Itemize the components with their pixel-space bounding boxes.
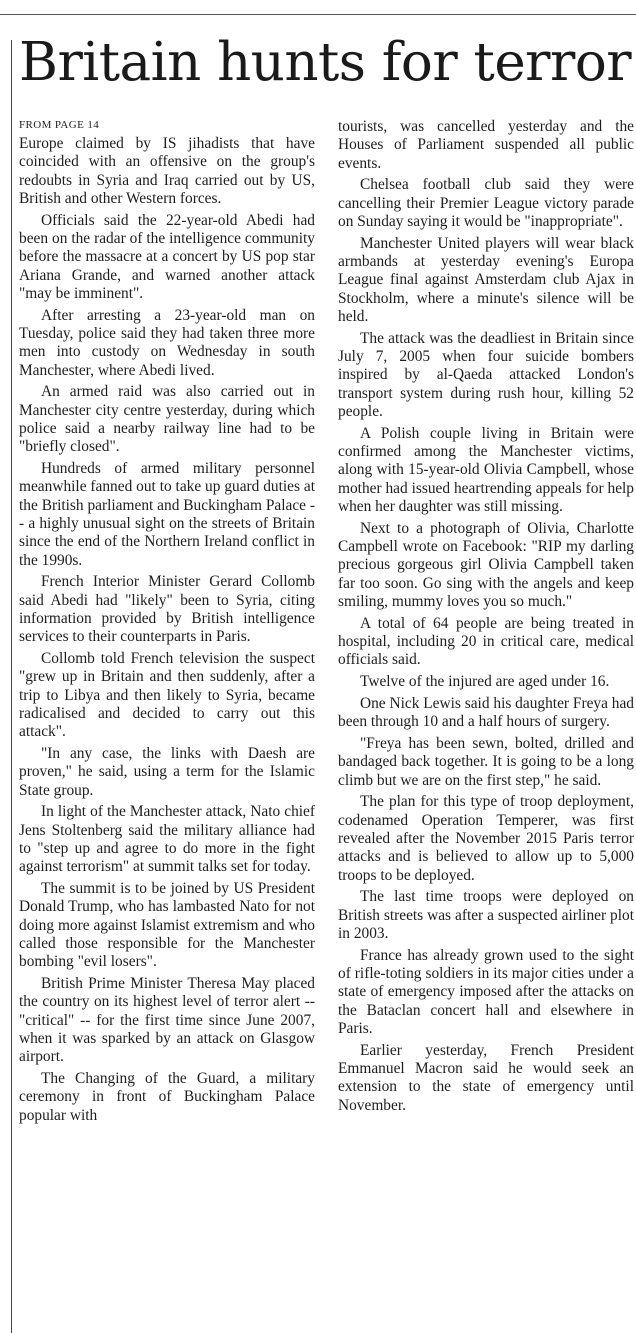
- paragraph: The Changing of the Guard, a military ceremony in front of Buckingham Palace popular with: [19, 1070, 315, 1124]
- paragraph: British Prime Minister Theresa May placed the country on its highest level of terror alert -- "critical" -- for the first time since June 2007, when it was sparked by an attack on Glasgow airport.: [19, 975, 315, 1066]
- paragraph: Collomb told French television the suspect "grew up in Britain and then suddenly, after a trip to Libya and then likely to Syria, became radicalised and decided to carry out this attack".: [19, 650, 315, 741]
- paragraph: Manchester United players will wear black armbands at yesterday evening's Europa League final against Amsterdam club Ajax in Stockholm, where a minute's silence will be held.: [338, 234, 634, 325]
- paragraph: Twelve of the injured are aged under 16.: [360, 673, 610, 691]
- top-rule: [0, 14, 636, 15]
- paragraph: The attack was the deadliest in Britain since July 7, 2005 when four suicide bombers inspired by al-Qaeda attacked London's transport system during rush hour, killing 52 people.: [338, 329, 634, 420]
- paragraph: Hundreds of armed military personnel meanwhile fanned out to take up guard duties at the British parliament and Buckingham Palace -- a highly unusual sight on the streets of Britain since the end of the Northern Ireland conflict in the 1990s.: [19, 460, 315, 569]
- paragraph: Europe claimed by IS jihadists that have coincided with an offensive on the group's redoubts in Syria and Iraq carried out by US, British and other Western forces.: [19, 135, 315, 207]
- paragraph: A Polish couple living in Britain were confirmed among the Manchester victims, along with 15-year-old Olivia Campbell, whose mother had issued heartrending appeals for help when her daughter was still missing.: [338, 424, 634, 515]
- paragraph: French Interior Minister Gerard Collomb said Abedi had "likely" been to Syria, citing information provided by British intelligence services to their counterparts in Paris.: [19, 573, 315, 646]
- paragraph: The plan for this type of troop deployment, codenamed Operation Temperer, was first revealed after the November 2015 Paris terror attacks and is believed to allow up to 5,000 troops to be deployed.: [338, 793, 634, 884]
- paragraph: "In any case, the links with Daesh are proven," he said, using a term for the Islamic State group.: [19, 745, 315, 799]
- paragraph: France has already grown used to the sight of rifle-toting soldiers in its major cities under a state of emergency imposed after the attacks on the Bataclan concert hall and elsewhere in Paris.: [338, 946, 634, 1037]
- paragraph: The summit is to be joined by US President Donald Trump, who has lambasted Nato for not doing more against Islamist extremism and who called those responsible for the Manchester bombing "evil losers".: [19, 880, 315, 971]
- paragraph: A total of 64 people are being treated in hospital, including 20 in critical care, medical officials said.: [338, 614, 634, 669]
- column-rule: [11, 40, 12, 1333]
- paragraph: tourists, was cancelled yesterday and the Houses of Parliament suspended all public events.: [338, 118, 634, 172]
- paragraph: Chelsea football club said they were cancelling their Premier League victory parade on Sunday saying it would be "inappropriate".: [338, 176, 634, 230]
- paragraph: An armed raid was also carried out in Manchester city centre yesterday, during which police said a nearby railway line had to be "briefly closed".: [19, 383, 315, 456]
- paragraph: Next to a photograph of Olivia, Charlotte Campbell wrote on Facebook: "RIP my darling precious gorgeous girl Olivia Campbell taken far too soon. Go sing with the angels and keep smiling, mummy loves you so much.": [338, 519, 634, 610]
- paragraph: "Freya has been sewn, bolted, drilled and bandaged back together. It is going to be a long climb but we are on the first step," he said.: [338, 735, 634, 789]
- paragraph: In light of the Manchester attack, Nato chief Jens Stoltenberg said the military alliance had to "step up and agree to do more in the fight against terrorism" at summit talks set for today.: [19, 803, 315, 876]
- paragraph: Earlier yesterday, French President Emmanuel Macron said he would seek an extension to the state of emergency until November.: [338, 1041, 634, 1114]
- paragraph: Officials said the 22-year-old Abedi had been on the radar of the intelligence community before the massacre at a concert by US pop star Ariana Grande, and warned another attack "may be imminent".: [19, 211, 315, 302]
- headline: Britain hunts for terror: [19, 32, 632, 93]
- paragraph: After arresting a 23-year-old man on Tuesday, police said they had taken three more men into custody on Wednesday in south Manchester, where Abedi lived.: [19, 306, 315, 379]
- paragraph: One Nick Lewis said his daughter Freya had been through 10 and a half hours of surgery.: [338, 694, 634, 731]
- paragraph: The last time troops were deployed on British streets was after a suspected airliner plot in 2003.: [338, 888, 634, 942]
- article-column-1: [19, 118, 315, 1128]
- article-column-2: [338, 118, 634, 1118]
- kicker: FROM PAGE 14: [19, 119, 100, 131]
